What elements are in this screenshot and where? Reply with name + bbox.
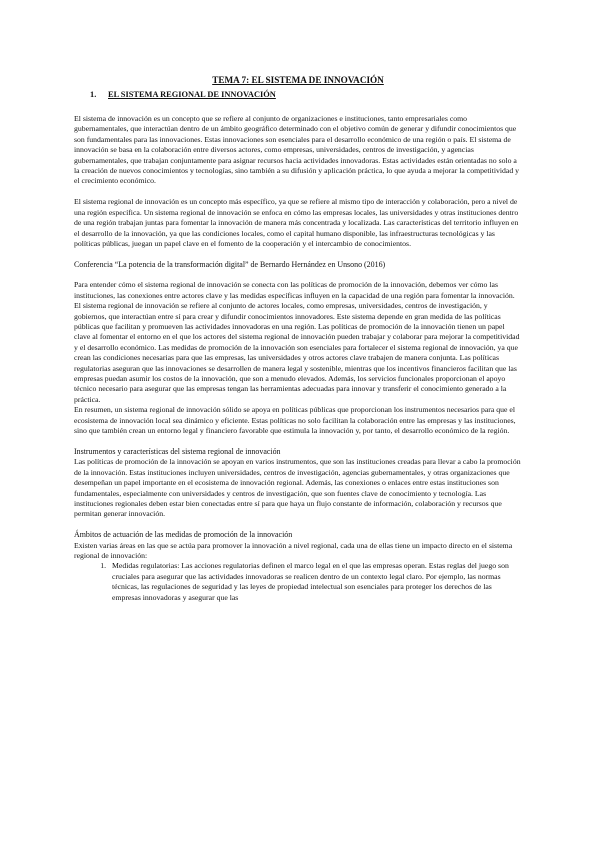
paragraph-instruments: Las políticas de promoción de la innovación se apoyan en varios instrumentos, que son las instituciones creadas para llevar a cabo la promoción de la innovación. Estas instituciones incluyen universidades, centros de investigación, agencias gubernamentales, y otras organizaciones que desempeñan un papel importante en el ecosistema de innovación regional. Además, las conexiones o enlaces entre estas instituciones son fundamentales, especialmente con universidades y centros de investigación, que son fuentes clave de conocimiento y tecnología. Las instituciones regionales deben estar bien conectadas entre sí para que haya un flujo constante de información, colaboración y recursos que permitan generar innovación.: [74, 457, 521, 519]
list-item: 1. Medidas regulatorias: Las acciones regulatorias definen el marco legal en el que las empresas operan. Estas reglas del juego son cruciales para asegurar que las actividades innovadoras se realicen dentro de un contexto legal claro. Por ejemplo, las normas técnicas, las regulaciones de seguridad y las leyes de propiedad intelectual son esenciales para proteger los derechos de las empresas innovadoras y asegurar que las: [108, 561, 522, 603]
paragraph-innovation-system: El sistema de innovación es un concepto que se refiere al conjunto de organizaciones e instituciones, tanto empresariales como gubernamentales, que interactúan dentro de un ámbito geográfico determinado con el objetivo común de generar y difundir conocimientos que son fundamentales para las innovaciones. Estas innovaciones son esenciales para el desarrollo económico de una región o país. El sistema de innovación se basa en la colaboración entre diversos actores, como empresas, universidades, centros de investigación, y agencias gubernamentales, que trabajan conjuntamente para asignar recursos hacia actividades innovadoras. Estas actividades están orientadas no solo a la creación de nuevos conocimientos y tecnologías, sino también a su difusión y aplicación práctica, lo que ayuda a mejorar la competitividad y el crecimiento económico.: [74, 114, 520, 186]
ambitos-heading: Ámbitos de actuación de las medidas de promoción de la innovación: [74, 530, 293, 540]
section-heading: [90, 89, 522, 100]
document-title: TEMA 7: EL SISTEMA DE INNOVACIÓN: [212, 75, 384, 85]
paragraph-regional-system: El sistema regional de innovación es un concepto más específico, ya que se refiere al mismo tipo de interacción y colaboración, pero a nivel de una región específica. Un sistema regional de innovación se enfoca en cómo las empresas locales, las universidades y otras instituciones dentro de una región trabajan juntas para fomentar la innovación de manera más concentrada y localizada. Las características del territorio influyen en el desarrollo de la innovación, ya que las condiciones locales, como el capital humano disponible, las infraestructuras tecnológicas y las políticas públicas, juegan un papel clave en el fomento de la cooperación y el intercambio de conocimientos.: [74, 197, 519, 248]
conference-reference: Conferencia “La potencia de la transformación digital” de Bernardo Hernández en Unsono (2016): [74, 259, 386, 269]
paragraph-regional-actors: El sistema regional de innovación se refiere al conjunto de actores locales, como empresas, universidades, centros de investigación, y gobiernos, que interactúan entre sí para crear y difundir conocimientos innovadores. Este sistema depende en gran medida de las políticas públicas que facilitan y promueven las actividades innovadoras en una región. Las políticas de promoción de la innovación tienen un papel clave al fomentar el entorno en el que los actores del sistema regional de innovación pueden trabajar y colaborar para mejorar la competitividad y el desarrollo económico. Las medidas de promoción de la innovación son esenciales para fortalecer el sistema regional de innovación, ya que crean las condiciones necesarias para que las empresas, las universidades y otros actores clave trabajen de manera conjunta. Las políticas regulatorias aseguran que las innovaciones se desarrollen de manera legal y sostenible, mientras que los incentivos financieros facilitan que las empresas puedan asumir los costos de la innovación, que son a menudo elevados. Además, los servicios funcionales proporcionan el apoyo técnico necesario para asegurar que las empresas tengan las herramientas adecuadas para innovar y transferir el conocimiento generado a la práctica.: [74, 301, 520, 404]
instruments-heading: Instrumentos y características del sistema regional de innovación: [74, 446, 281, 456]
ambitos-list: [74, 561, 522, 603]
section-heading-text: EL SISTEMA REGIONAL DE INNOVACIÓN: [108, 90, 276, 99]
section-number: 1.: [90, 90, 97, 99]
paragraph-ambitos-intro: Existen varias áreas en las que se actúa para promover la innovación a nivel regional, cada una de ellas tiene un impacto directo en el sistema regional de innovación:: [74, 540, 513, 561]
paragraph-summary: En resumen, un sistema regional de innovación sólido se apoya en políticas públicas que proporcionan los instrumentos necesarios para que el ecosistema de innovación local sea dinámico y eficiente. Estas políticas no solo facilitan la colaboración entre las empresas y las instituciones, sino que también crean un entorno legal y financiero favorable que estimula la innovación y, por tanto, el desarrollo económico de la región.: [74, 405, 516, 435]
paragraph-connection: Para entender cómo el sistema regional de innovación se conecta con las políticas de promoción de la innovación, debemos ver cómo las instituciones, las conexiones entre actores clave y las medidas específicas influyen en la capacidad de una región para fomentar la innovación.: [74, 280, 515, 300]
